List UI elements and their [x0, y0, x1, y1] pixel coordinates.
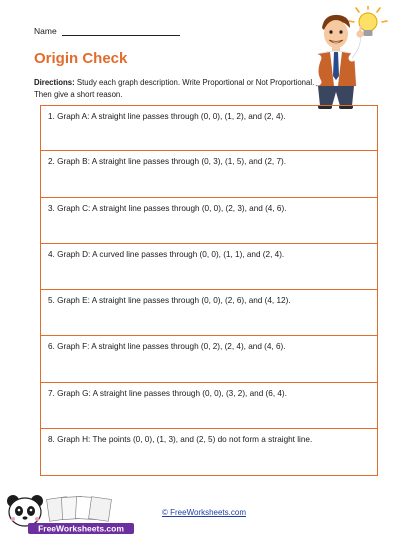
question-row[interactable] [40, 290, 378, 336]
panda-icon [7, 495, 43, 526]
name-blank-line[interactable] [62, 27, 180, 36]
directions [34, 77, 334, 101]
question-row[interactable] [40, 244, 378, 290]
question-text: 7. Graph G: A straight line passes through (0, 0), (3, 2), and (6, 4). [48, 388, 287, 398]
question-row[interactable] [40, 383, 378, 429]
question-row[interactable] [40, 105, 378, 151]
directions-label: Directions: [34, 78, 75, 87]
footer-site-link[interactable]: © FreeWorksheets.com [162, 508, 246, 517]
question-text: 8. Graph H: The points (0, 0), (1, 3), and (2, 5) do not form a straight line. [48, 435, 313, 445]
question-row[interactable] [40, 336, 378, 382]
question-text: 2. Graph B: A straight line passes through (0, 3), (1, 5), and (2, 7). [48, 157, 287, 167]
question-text: 4. Graph D: A curved line passes through (0, 0), (1, 1), and (2, 4). [48, 249, 285, 259]
lightbulb-icon [349, 6, 387, 36]
question-row[interactable] [40, 198, 378, 244]
question-text: 6. Graph F: A straight line passes through (0, 2), (2, 4), and (4, 6). [48, 342, 286, 352]
teacher-lightbulb-illustration [304, 6, 400, 110]
question-text: 5. Graph E: A straight line passes through (0, 0), (2, 6), and (4, 12). [48, 296, 291, 306]
worksheet-title: Origin Check [34, 50, 128, 67]
freeworksheets-logo [4, 492, 136, 536]
directions-text: Study each graph description. Write Proportional or Not Proportional. Then give a short reason. [34, 78, 315, 99]
name-label: Name [34, 26, 57, 36]
question-text: 3. Graph C: A straight line passes through (0, 0), (2, 3), and (4, 6). [48, 203, 287, 213]
name-field [34, 26, 180, 36]
question-row[interactable] [40, 429, 378, 476]
logo-text: FreeWorksheets.com [38, 523, 124, 534]
question-text: 1. Graph A: A straight line passes through (0, 0), (1, 2), and (2, 4). [48, 112, 286, 121]
question-row[interactable] [40, 151, 378, 197]
question-grid [40, 105, 378, 476]
